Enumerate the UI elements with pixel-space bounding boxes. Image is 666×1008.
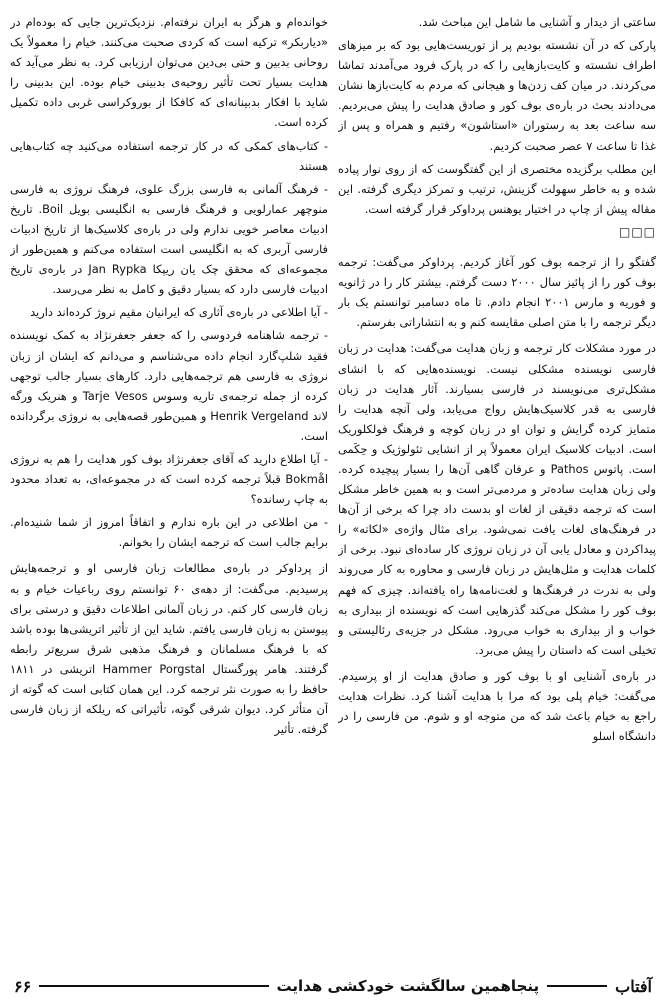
- page-footer: [14, 972, 652, 1000]
- paragraph: این مطلب برگزیده مختصری از این گفتگوست که از روی نوار پیاده شده و به خاطر سهولت گزینش، ترتیب و تمرکز دیگری گرفته. این مقاله پیش از چاپ در اختیار یوهنس پرداوکر قرار گرفته است.: [338, 161, 656, 216]
- paragraph: - کتاب‌های کمکی که در کار ترجمه استفاده می‌کنید چه کتاب‌هایی هستند: [10, 138, 328, 173]
- footer-rule: [547, 985, 607, 987]
- paragraph: گفتگو را از ترجمه بوف کور آغاز کردیم. پرداوکر می‌گفت: ترجمه بوف کور را از پائیز سال ۲۰۰۰ دست گرفتم. بیشتر کار را در ژانویه و فوریه و مارس ۲۰۰۱ انجام دادم. تا ماه دسامبر توانستم یک بار دیگر ترجمه را با متن اصلی مقایسه کنم و به انتشاراتی بفرستم.: [338, 255, 656, 330]
- left-column: [10, 12, 328, 964]
- paragraph: - آیا اطلاع دارید که آقای جعفرنژاد بوف کور هدایت را هم به نروژی Bokmål قبلاً ترجمه کرده است که در مجموعه‌ای، به تعداد محدود به چاپ رسانده؟: [10, 451, 328, 507]
- magazine-name: آفتاب: [615, 976, 652, 996]
- section-separator: [338, 222, 656, 242]
- paragraph: - آیا اطلاعی در باره‌ی آثاری که ایرانیان مقیم نروژ کرده‌اند دارید: [30, 305, 328, 320]
- column-divider: [332, 12, 333, 964]
- paragraph: - ترجمه شاهنامه فردوسی را که جعفر جعفرنژاد به کمک نویسنده فقید شلپ‌گارد انجام داده می‌شناسم و می‌دانم که ایشان از زبان نروژی به فارسی هم ترجمه‌هایی دارد. کارهای بسیار جالب توجهی کرده از جمله ترجمه‌ی تاریه وسوس Tarje Vesos و هنریک ورگه لاند Henrik Vergeland و همین‌طور قصه‌هایی به نروژی برگردانده است.: [10, 328, 328, 443]
- page-number: ۶۶: [14, 976, 32, 996]
- paragraph: - من اطلاعی در این باره ندارم و اتفاقاً امروز از شما شنیده‌ام. برایم جالب است که ترجمه ایشان را بخوانم.: [10, 515, 328, 550]
- paragraph: در مورد مشکلات کار ترجمه و زبان هدایت می‌گفت: هدایت در زبان فارسی نویسنده مشکلی نیست. نویسنده‌هایی که با انشای مشکل‌تری می‌نویسند در فارسی بسیارند. آثار هدایت در زبان فارسی به قدر کلاسیک‌هایش رواج می‌یابد، ولی آنچه هدایت را متمایز کرده گرایش و توان او در زبان کوچه و فرهنگ فولکلوریک است. ادبیات کلاسیک ایران معمولاً پر از انشایی تئولوژیک و حِکَمی است. پاتوس Pathos و عرفان گاهی آن‌ها را بسیار پیچیده کرده. ولی زبان هدایت ساده‌تر و مردمی‌تر است و به همین خاطر مشکل است که ترجمه دقیقی از لغات او بدست داد چرا که برخی از آن‌ها در فرهنگ‌های لغات یافت نمی‌شود. برای مثال واژه‌ی «لکاته» را پیداکردن و معادل یابی آن در زبان نروژی کار ساده‌ای نبود. برخی از کلمات هدایت و مثل‌هایش در زبان فارسی و محاوره به کار می‌روند ولی به ندرت در فرهنگ‌ها و لغت‌نامه‌ها راه یافته‌اند. چیزی که فهم بوف کور را مشکل می‌کند گذرهایی است که نویسنده از بیداری به خواب و از بیداری به خواب می‌رود. مشکل در جزیه‌ی رئالیستی و تخیلی است که داستان را پیش می‌برد.: [338, 341, 656, 657]
- paragraph: - فرهنگ آلمانی به فارسی بزرگ علوی، فرهنگ نروژی به فارسی منوچهر عمارلویی و فرهنگ فارسی به انگلیسی بویل Boil. تاریخ ادبیات معاصر خویی ندارم ولی در باره‌ی کلاسیک‌ها از تاریخ ادبیات فارسی آربری که به انگلیسی است استفاده می‌کنم و همین‌طور از مجموعه‌ای که محقق چک یان ریپکا Jan Rypka در باره‌ی تاریخ ادبیات فارسی دارد که بسیار دقیق و کامل به نظر می‌رسد.: [10, 181, 328, 297]
- right-column: [338, 12, 656, 964]
- paragraph: پارکی که در آن نشسته بودیم پر از توریست‌هایی بود که بر میزهای اطراف نشسته و کایت‌بازهایی را که در پارک فرود می‌آمدند تماشا می‌کردند. در میان کف زدن‌ها و هیجانی که مردم به کایت‌بازها نشان می‌دادند بحث در باره‌ی بوف کور و صادق هدایت را پیش می‌بردیم. سه ساعت بعد به رستوران «استاشون» رفتیم و همراه و پس از غذا تا ساعت ۷ عصر صحبت کردیم.: [338, 38, 656, 153]
- paragraph: در باره‌ی آشنایی او با بوف کور و صادق هدایت از او پرسیدم. می‌گفت: خیام پلی بود که مرا با هدایت آشنا کرد. نظرات هدایت راجع به خیام باعث شد که من متوجه او و شوم. من فارسی را در دانشگاه اسلو: [338, 668, 656, 744]
- footer-title: پنجاهمین سالگشت خودکشی هدایت: [276, 977, 540, 995]
- paragraph: ساعتی از دیدار و آشنایی ما شامل این مباحث شد.: [418, 15, 656, 29]
- paragraph: از پرداوکر در باره‌ی مطالعات زبان فارسی او و ترجمه‌هایش پرسیدیم. می‌گفت: از دهه‌ی ۶۰ توانستم روی رباعیات خیام و به زبان فارسی کار کنم. در زبان آلمانی اطلاعات دقیق و درستی برای پیوستن به زبان فارسی یافتم. شاید این از تأثیر اتریشی‌ها بوده باشد که با فرهنگ مسلمانان و فرهنگ مذهبی شرق سریع‌تر رابطه گرفتند. هامر پورگستال Hammer Porgstal اتریشی در ۱۸۱۱ حافظ را به صورت نثر ترجمه کرد. این همان کتابی است که گوته از آن متأثر کرد. دیوان شرقی گوته، تأثیراتی که ریلکه از زبان فارسی گرفته. تأثیر: [10, 561, 328, 737]
- footer-rule: [39, 985, 268, 987]
- paragraph: خوانده‌ام و هرگز به ایران نرفته‌ام. نزدیک‌ترین جایی که بوده‌ام در «دیاربکر» ترکیه است که کردی صحبت می‌کنند. خیام را معمولاً یک روحانی بدبین و حتی بی‌دین می‌توان ارزیابی کرد. به نظر می‌آید که هدایت بسیار تحت تأثیر روحیه‌ی بدبینی خیام بوده. این بدبینی را شاید با افکار بدبینانه‌ای که کافکا از بوروکراسی غربی داده تکمیل کرده است.: [10, 15, 328, 130]
- separator-glyphs: □□□: [618, 224, 656, 239]
